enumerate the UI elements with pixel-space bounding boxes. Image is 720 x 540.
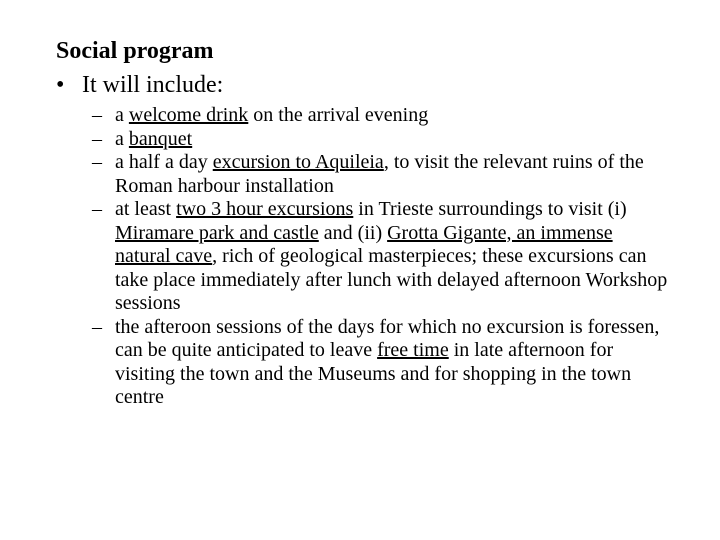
item-text: , rich of geological masterpieces; these excursions can take place immediately after lunch with delayed afternoon Workshop sessions xyxy=(115,245,668,314)
bullet-icon: • xyxy=(56,72,65,98)
dash-icon: – xyxy=(92,151,102,173)
list-item-aquileia xyxy=(92,151,672,198)
item-text: in Trieste surroundings to visit (i) xyxy=(353,198,627,220)
link-free-time[interactable]: free time xyxy=(377,339,449,361)
item-text: , to visit the relevant ruins of the Roman harbour installation xyxy=(115,151,644,197)
item-text: and (ii) xyxy=(318,221,388,244)
item-text: on the arrival evening xyxy=(248,104,429,126)
list-item-free-time xyxy=(92,316,672,410)
dash-icon: – xyxy=(92,104,102,126)
link-excursion-aquileia[interactable]: excursion to Aquileia xyxy=(212,151,384,173)
item-text: a xyxy=(115,127,129,150)
intro-text: It will include: xyxy=(82,72,224,98)
link-grotta-gigante[interactable]: Grotta Gigante, an immense natural cave xyxy=(115,221,613,267)
list-item-trieste-excursions xyxy=(92,198,672,316)
intro-bullet xyxy=(56,70,223,100)
list-item-banquet xyxy=(92,128,672,152)
link-two-excursions[interactable]: two 3 hour excursions xyxy=(176,198,354,220)
dash-icon: – xyxy=(92,198,102,220)
dash-icon: – xyxy=(92,127,102,150)
item-text: in late afternoon for visiting the town and the Museums and for shopping in the town centre xyxy=(115,339,632,408)
link-miramare[interactable]: Miramare park and castle xyxy=(115,221,319,244)
dash-icon: – xyxy=(92,315,102,338)
item-text: a half a day xyxy=(115,151,213,173)
item-text: a xyxy=(115,104,129,126)
list-item-welcome-drink xyxy=(92,104,672,128)
link-banquet[interactable]: banquet xyxy=(128,127,193,150)
item-text: at least xyxy=(115,198,177,220)
slide-title: Social program xyxy=(56,38,214,64)
item-text: the afteroon sessions of the days for which no excursion is foressen, can be quite anticipated to leave xyxy=(115,315,660,361)
link-welcome-drink[interactable]: welcome drink xyxy=(128,104,249,126)
social-program-list xyxy=(92,104,672,410)
